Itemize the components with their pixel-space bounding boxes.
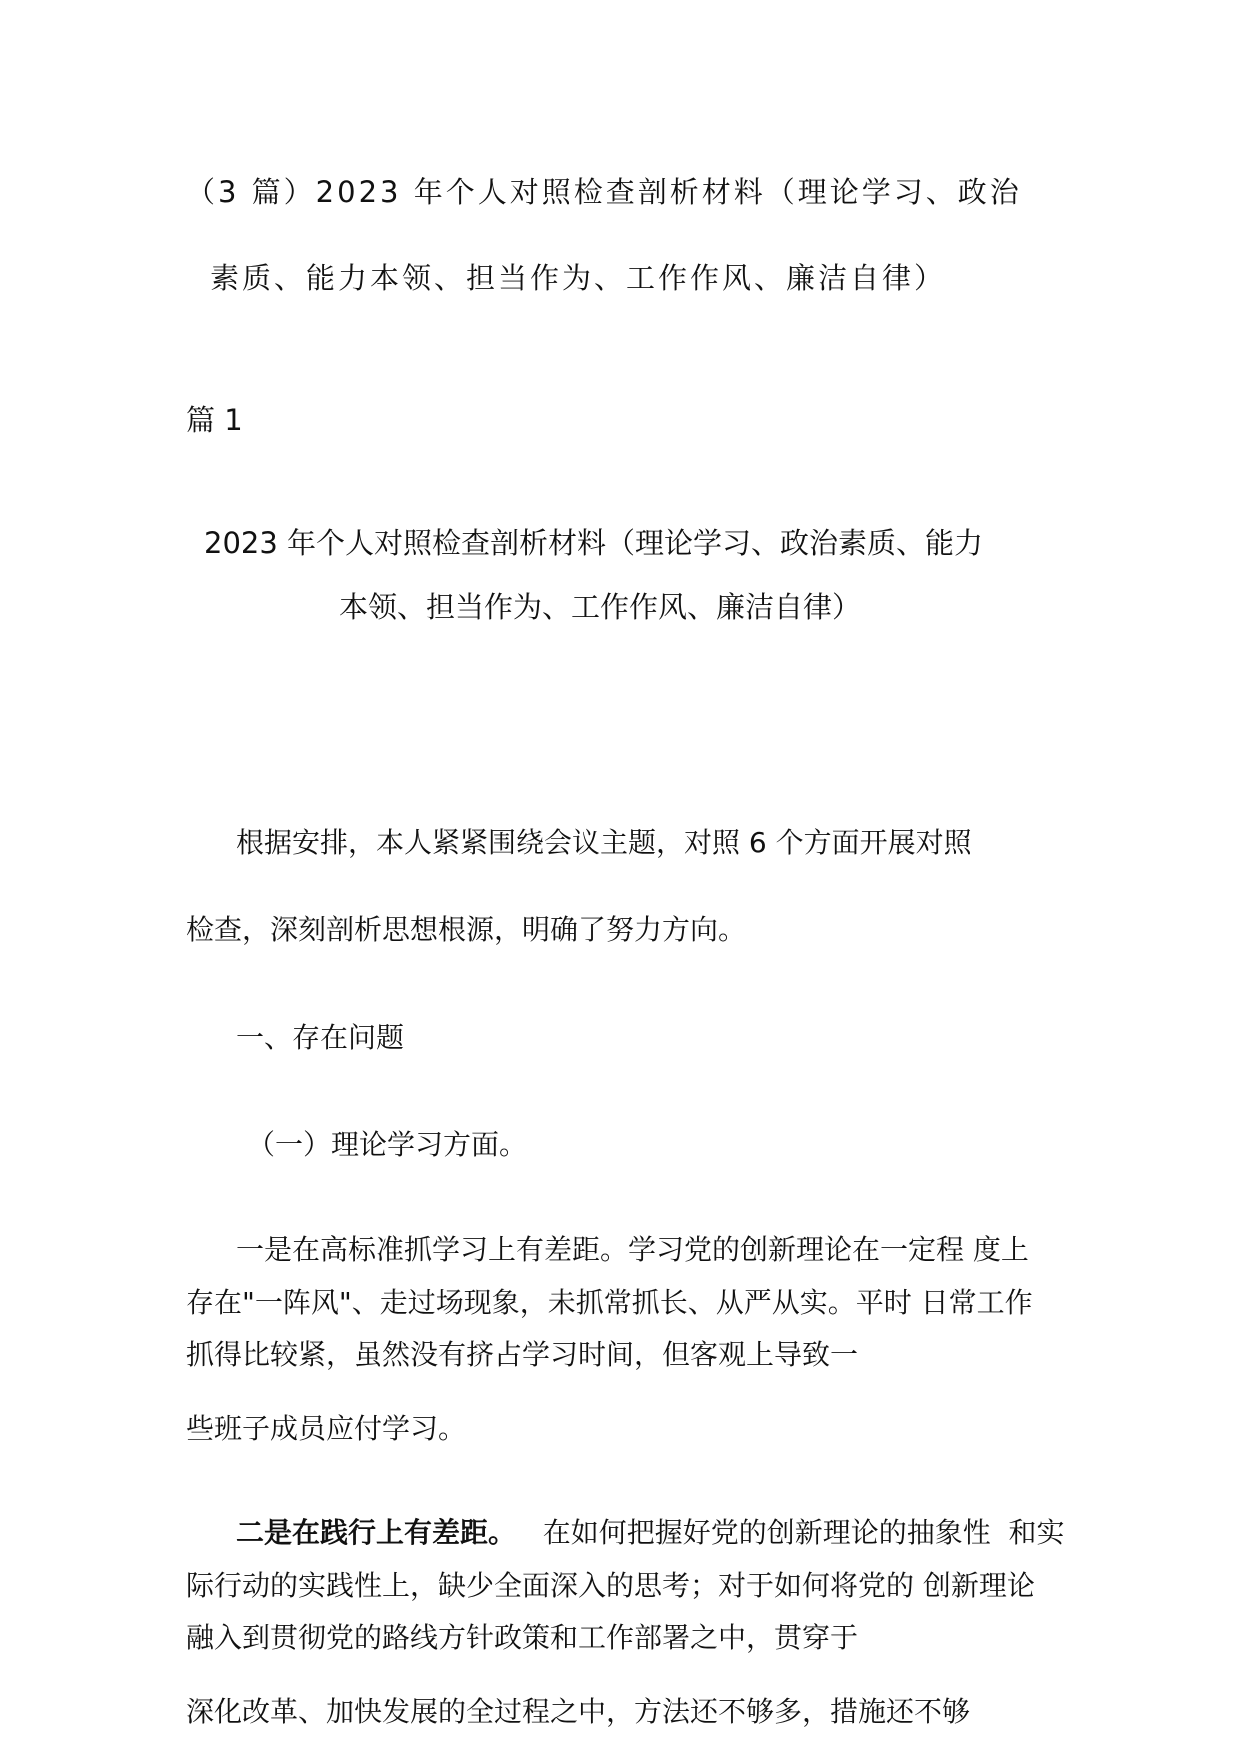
para-2-line-1 <box>236 1516 1065 1549</box>
para-2-line-3: 融入到贯彻党的路线方针政策和工作部署之中，贯穿于 <box>186 1621 859 1654</box>
para-2-lead: 二是在践行上有差距。 <box>236 1516 517 1549</box>
para-2-line-4: 深化改革、加快发展的全过程之中，方法还不够多，措施还不够 <box>186 1695 971 1728</box>
main-title-line-1: （3 篇）2023 年个人对照检查剖析材料（理论学习、政治 <box>186 175 1022 209</box>
sub-title-line-2: 本领、担当作为、工作作风、廉洁自律） <box>339 590 862 624</box>
intro-line-1: 根据安排，本人紧紧围绕会议主题，对照 6 个方面开展对照 <box>236 826 972 859</box>
heading-existing-problems: 一、存在问题 <box>236 1021 405 1054</box>
main-title-line-2: 素质、能力本领、担当作为、工作作风、廉洁自律） <box>210 261 947 295</box>
intro-line-2: 检查，深刻剖析思想根源，明确了努力方向。 <box>186 913 747 946</box>
para-1-line-2: 存在"一阵风"、走过场现象，未抓常抓长、从严从实。平时 日常工作 <box>186 1286 1033 1319</box>
para-1-line-4: 些班子成员应付学习。 <box>186 1412 467 1445</box>
para-1-line-3: 抓得比较紧，虽然没有挤占学习时间，但客观上导致一 <box>186 1338 859 1371</box>
para-1-line-1: 一是在高标准抓学习上有差距。学习党的创新理论在一定程 度上 <box>236 1233 1029 1266</box>
sub-title-line-1: 2023 年个人对照检查剖析材料（理论学习、政治素质、能力 <box>204 526 984 560</box>
section-label: 篇 1 <box>186 403 243 437</box>
heading-theory-study: （一）理论学习方面。 <box>247 1128 528 1161</box>
para-2-line-1-rest: 在如何把握好党的创新理论的抽象性 和实 <box>516 1516 1065 1549</box>
para-2-line-2: 际行动的实践性上，缺少全面深入的思考；对于如何将党的 创新理论 <box>186 1569 1035 1602</box>
